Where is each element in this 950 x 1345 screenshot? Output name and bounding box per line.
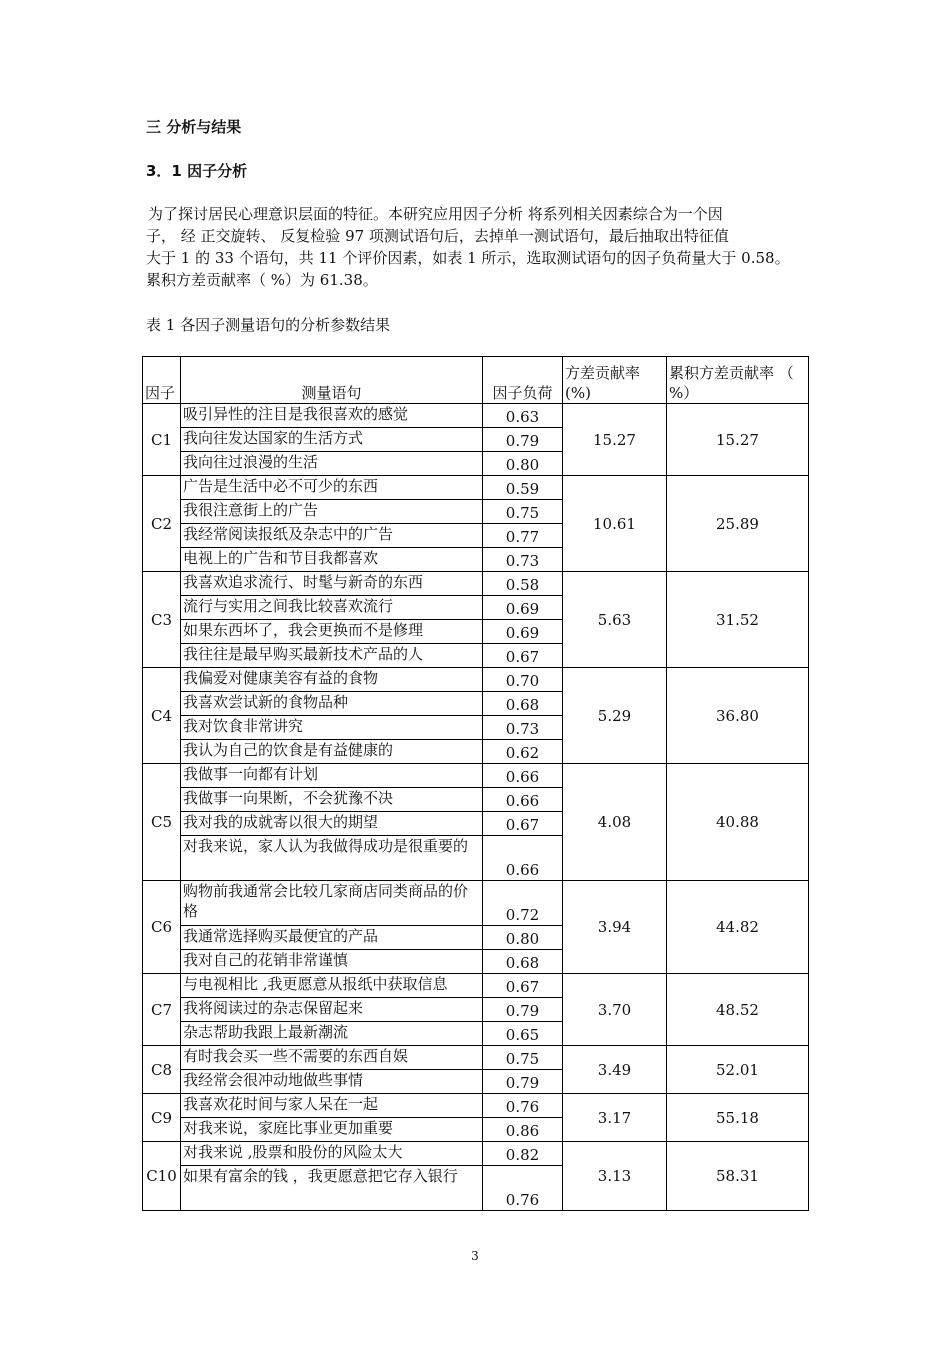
statement-cell: 流行与实用之间我比较喜欢流行	[181, 596, 483, 620]
header-cumulative: 累积方差贡献率 （ %）	[667, 357, 809, 404]
loading-cell: 0.69	[483, 620, 563, 644]
factor-cell: C5	[143, 764, 181, 881]
variance-cell: 3.13	[563, 1142, 667, 1211]
factor-cell: C8	[143, 1046, 181, 1094]
variance-cell: 3.70	[563, 974, 667, 1046]
factor-cell: C10	[143, 1142, 181, 1211]
statement-cell: 我喜欢追求流行、时髦与新奇的东西	[181, 572, 483, 596]
cumulative-cell: 40.88	[667, 764, 809, 881]
section-title: 三 分析与结果	[146, 118, 242, 136]
loading-cell: 0.76	[483, 1166, 563, 1211]
factor-cell: C3	[143, 572, 181, 668]
paragraph-line: 为了探讨居民心理意识层面的特征。本研究应用因子分析 将系列相关因素综合为一个因	[148, 205, 723, 223]
statement-cell: 我喜欢花时间与家人呆在一起	[181, 1094, 483, 1118]
table-header-row	[143, 357, 809, 404]
statement-cell: 我通常选择购买最便宜的产品	[181, 926, 483, 950]
statement-cell: 我很注意街上的广告	[181, 500, 483, 524]
loading-cell: 0.77	[483, 524, 563, 548]
cumulative-cell: 25.89	[667, 476, 809, 572]
factor-cell: C2	[143, 476, 181, 572]
table-row	[143, 1142, 809, 1166]
loading-cell: 0.66	[483, 836, 563, 881]
statement-cell: 我对我的成就寄以很大的期望	[181, 812, 483, 836]
variance-cell: 15.27	[563, 404, 667, 476]
loading-cell: 0.72	[483, 881, 563, 926]
cumulative-cell: 48.52	[667, 974, 809, 1046]
loading-cell: 0.68	[483, 692, 563, 716]
loading-cell: 0.75	[483, 1046, 563, 1070]
cumulative-cell: 36.80	[667, 668, 809, 764]
loading-cell: 0.63	[483, 404, 563, 428]
statement-cell: 广告是生活中必不可少的东西	[181, 476, 483, 500]
loading-cell: 0.80	[483, 926, 563, 950]
statement-cell: 我认为自己的饮食是有益健康的	[181, 740, 483, 764]
statement-cell: 电视上的广告和节目我都喜欢	[181, 548, 483, 572]
statement-cell: 如果有富余的钱 ，我更愿意把它存入银行	[181, 1166, 483, 1211]
table-row	[143, 1046, 809, 1070]
header-loading: 因子负荷	[483, 357, 563, 404]
cumulative-cell: 31.52	[667, 572, 809, 668]
cumulative-cell: 44.82	[667, 881, 809, 974]
variance-cell: 5.29	[563, 668, 667, 764]
loading-cell: 0.75	[483, 500, 563, 524]
statement-cell: 有时我会买一些不需要的东西自娱	[181, 1046, 483, 1070]
statement-cell: 我向往过浪漫的生活	[181, 452, 483, 476]
header-statement: 测量语句	[181, 357, 483, 404]
factor-cell: C1	[143, 404, 181, 476]
variance-cell: 3.49	[563, 1046, 667, 1094]
statement-cell: 与电视相比 ,我更愿意从报纸中获取信息	[181, 974, 483, 998]
header-variance: 方差贡献率 (%)	[563, 357, 667, 404]
variance-cell: 3.94	[563, 881, 667, 974]
loading-cell: 0.79	[483, 998, 563, 1022]
statement-cell: 我做事一向果断，不会犹豫不决	[181, 788, 483, 812]
statement-cell: 杂志帮助我跟上最新潮流	[181, 1022, 483, 1046]
loading-cell: 0.76	[483, 1094, 563, 1118]
loading-cell: 0.67	[483, 812, 563, 836]
loading-cell: 0.65	[483, 1022, 563, 1046]
statement-cell: 如果东西坏了，我会更换而不是修理	[181, 620, 483, 644]
loading-cell: 0.68	[483, 950, 563, 974]
variance-cell: 4.08	[563, 764, 667, 881]
paragraph-line: 累积方差贡献率（ %）为 61.38。	[146, 271, 378, 289]
loading-cell: 0.67	[483, 644, 563, 668]
loading-cell: 0.80	[483, 452, 563, 476]
table-row	[143, 668, 809, 692]
variance-cell: 3.17	[563, 1094, 667, 1142]
loading-cell: 0.79	[483, 428, 563, 452]
statement-cell: 我向往发达国家的生活方式	[181, 428, 483, 452]
loading-cell: 0.66	[483, 788, 563, 812]
statement-cell: 购物前我通常会比较几家商店同类商品的价格	[181, 881, 483, 926]
statement-cell: 我经常会很冲动地做些事情	[181, 1070, 483, 1094]
statement-cell: 我经常阅读报纸及杂志中的广告	[181, 524, 483, 548]
loading-cell: 0.67	[483, 974, 563, 998]
variance-cell: 5.63	[563, 572, 667, 668]
loading-cell: 0.70	[483, 668, 563, 692]
statement-cell: 我喜欢尝试新的食物品种	[181, 692, 483, 716]
paragraph-line: 子， 经 正交旋转、 反复检验 97 项测试语句后，去掉单一测试语句，最后抽取出特征值	[146, 227, 729, 245]
statement-cell: 我偏爱对健康美容有益的食物	[181, 668, 483, 692]
table-row	[143, 1094, 809, 1118]
statement-cell: 我做事一向都有计划	[181, 764, 483, 788]
table-row	[143, 764, 809, 788]
statement-cell: 我对自己的花销非常谨慎	[181, 950, 483, 974]
loading-cell: 0.66	[483, 764, 563, 788]
factor-cell: C6	[143, 881, 181, 974]
cumulative-cell: 58.31	[667, 1142, 809, 1211]
loading-cell: 0.59	[483, 476, 563, 500]
loading-cell: 0.73	[483, 548, 563, 572]
table-row	[143, 404, 809, 428]
table-body	[143, 404, 809, 1211]
factor-cell: C7	[143, 974, 181, 1046]
statement-cell: 我对饮食非常讲究	[181, 716, 483, 740]
loading-cell: 0.86	[483, 1118, 563, 1142]
loading-cell: 0.58	[483, 572, 563, 596]
subsection-title: 3．1 因子分析	[146, 162, 248, 180]
table-row	[143, 881, 809, 926]
statement-cell: 对我来说，家人认为我做得成功是很重要的	[181, 836, 483, 881]
body-paragraph	[146, 203, 810, 291]
variance-cell: 10.61	[563, 476, 667, 572]
cumulative-cell: 52.01	[667, 1046, 809, 1094]
factor-analysis-table	[142, 356, 809, 1211]
factor-cell: C4	[143, 668, 181, 764]
table-row	[143, 974, 809, 998]
page-number: 3	[471, 1249, 479, 1263]
loading-cell: 0.62	[483, 740, 563, 764]
loading-cell: 0.69	[483, 596, 563, 620]
table-row	[143, 572, 809, 596]
statement-cell: 我将阅读过的杂志保留起来	[181, 998, 483, 1022]
factor-cell: C9	[143, 1094, 181, 1142]
loading-cell: 0.79	[483, 1070, 563, 1094]
header-factor: 因子	[143, 357, 181, 404]
cumulative-cell: 15.27	[667, 404, 809, 476]
statement-cell: 我往往是最早购买最新技术产品的人	[181, 644, 483, 668]
statement-cell: 吸引异性的注目是我很喜欢的感觉	[181, 404, 483, 428]
loading-cell: 0.73	[483, 716, 563, 740]
table-row	[143, 476, 809, 500]
loading-cell: 0.82	[483, 1142, 563, 1166]
cumulative-cell: 55.18	[667, 1094, 809, 1142]
statement-cell: 对我来说，家庭比事业更加重要	[181, 1118, 483, 1142]
paragraph-line: 大于 1 的 33 个语句，共 11 个评价因素，如表 1 所示，选取测试语句的因子负荷量大于 0.58。	[146, 249, 790, 267]
statement-cell: 对我来说 ,股票和股份的风险太大	[181, 1142, 483, 1166]
table-caption: 表 1 各因子测量语句的分析参数结果	[146, 316, 391, 334]
